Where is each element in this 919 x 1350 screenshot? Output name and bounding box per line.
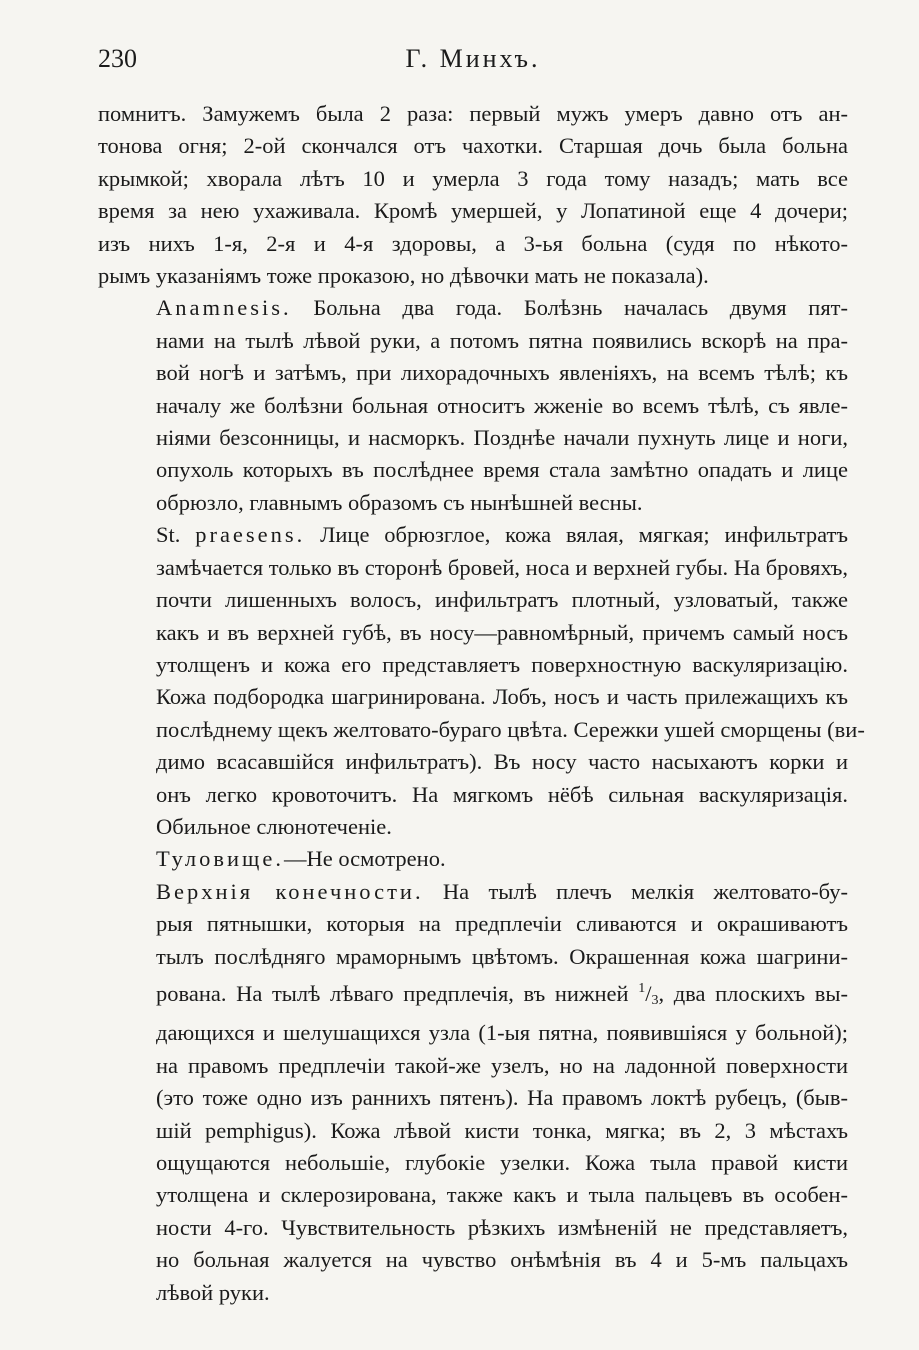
text-line: St. praesens. Лице обрюзглое, кожа вялая, мягкая; инфильтратъ (156, 522, 849, 548)
text-line: вой ногѣ и затѣмъ, при лихорадочныхъ явленіяхъ, на всемъ тѣлѣ; къ (156, 360, 848, 386)
text-line: нами на тылѣ лѣвой руки, а потомъ пятна появились вскорѣ на пра- (156, 327, 848, 353)
text-line: почти лишенныхъ волосъ, инфильтратъ плотный, узловатый, также (156, 587, 848, 613)
text-line: утолщенъ и кожа его представляетъ поверхностную васкуляризацію. (156, 651, 848, 677)
text-line: изъ нихъ 1-я, 2-я и 4-я здоровы, а 3-ья больна (судя по нѣкото- (98, 230, 848, 256)
text-line: но больная жалуется на чувство онѣмѣнія въ 4 и 5-мъ пальцахъ (156, 1247, 848, 1273)
text-line: обрюзло, главнымъ образомъ съ нынѣшней весны. (156, 489, 643, 515)
text-line: рыя пятнышки, которыя на предплечіи сливаются и окрашиваютъ (156, 911, 848, 937)
text-line: началу же болѣзни больная относитъ жженіе во всемъ тѣлѣ, съ явле- (156, 392, 848, 418)
text-line: онъ легко кровоточитъ. На мягкомъ нёбѣ сильная васкуляризація. (156, 781, 848, 807)
section-heading: praesens. (195, 522, 306, 548)
section-heading: Anamnesis. (156, 295, 292, 321)
paragraph-trunk (98, 843, 848, 875)
text-line: помнитъ. Замужемъ была 2 раза: первый мужъ умеръ давно отъ ан- (98, 101, 848, 126)
section-heading: Верхнія конечности. (156, 878, 424, 904)
text-line: ности 4-го. Чувствительность рѣзкихъ измѣненій не представляетъ, (156, 1214, 848, 1240)
paragraph-anamnesis (98, 292, 848, 519)
text-line: замѣчается только въ сторонѣ бровей, носа и верхней губы. На бровяхъ, (156, 554, 848, 580)
text-line: тонова огня; 2-ой скончался отъ чахотки. Старшая дочь была больна (98, 133, 848, 159)
text-line: крымкой; хворала лѣтъ 10 и умерла 3 года тому назадъ; мать все (98, 165, 848, 191)
running-head: Г. Минхъ. (405, 44, 541, 73)
text-line: утолщена и склерозирована, также какъ и тыла пальцевъ въ особен- (156, 1182, 848, 1208)
fraction-numerator: 1 (638, 980, 646, 996)
text-line: послѣднему щекъ желтовато-бураго цвѣта. Сережки ушей сморщены (ви- (156, 716, 865, 742)
text-line: Кожа подбородка шагринирована. Лобъ, носъ и часть прилежащихъ къ (156, 684, 848, 710)
text-line: рована. На тылѣ лѣваго предплечія, въ нижней $^1/_3$, два плоскихъ вы- (156, 980, 849, 1008)
text-line: ощущаются небольшіе, глубокіе узелки. Кожа тыла правой кисти (156, 1150, 848, 1175)
section-heading-prefix: St. (156, 522, 181, 548)
paragraph-upper-limbs (98, 876, 848, 1309)
text-line: лѣвой руки. (156, 1279, 270, 1305)
text-line: дающихся и шелушащихся узла (1-ыя пятна, появившіяся у больной); (156, 1020, 848, 1046)
text-line: Anamnesis. Больна два года. Болѣзнь началась двумя пят- (156, 295, 849, 321)
text-line: Верхнія конечности. На тылѣ плечъ мелкія желтовато-бу- (156, 878, 849, 904)
paragraph (98, 98, 848, 292)
text-line: Обильное слюнотеченіе. (156, 813, 392, 839)
text-line: рымъ указаніямъ тоже проказою, но дѣвочки мать не показала). (98, 263, 709, 289)
section-heading: Туловище. (156, 846, 284, 872)
text-line: время за нею ухаживала. Кромѣ умершей, у Лопатиной еще 4 дочери; (98, 198, 848, 224)
page-header (98, 44, 848, 84)
text-line: какъ и въ верхней губѣ, въ носу—равномѣрный, причемъ самый носъ (156, 619, 848, 645)
text-line: шій pemphigus). Кожа лѣвой кисти тонка, мягка; въ 2, 3 мѣстахъ (156, 1117, 848, 1143)
page-number: 230 (98, 44, 137, 73)
body-text (98, 98, 865, 1309)
text-line: димо всасавшійся инфильтратъ). Въ носу часто насыхаютъ корки и (156, 749, 848, 775)
fraction-denominator: 3 (651, 992, 659, 1008)
text-line: опухоль которыхъ въ послѣднее время стала замѣтно опадать и лице (156, 457, 848, 483)
text-line: на правомъ предплечіи такой-же узелъ, но на ладонной поверхности (156, 1052, 848, 1078)
text-line: (это тоже одно изъ раннихъ пятенъ). На правомъ локтѣ рубецъ, (быв- (156, 1085, 848, 1111)
text-line: ніями безсонницы, и насморкъ. Позднѣе начали пухнуть лице и ноги, (156, 425, 848, 451)
paragraph-status-praesens (98, 519, 865, 843)
text-line: тылъ послѣдняго мраморнымъ цвѣтомъ. Окрашенная кожа шагрини- (156, 943, 848, 969)
text-line: Туловище.—Не осмотрено. (156, 846, 446, 872)
